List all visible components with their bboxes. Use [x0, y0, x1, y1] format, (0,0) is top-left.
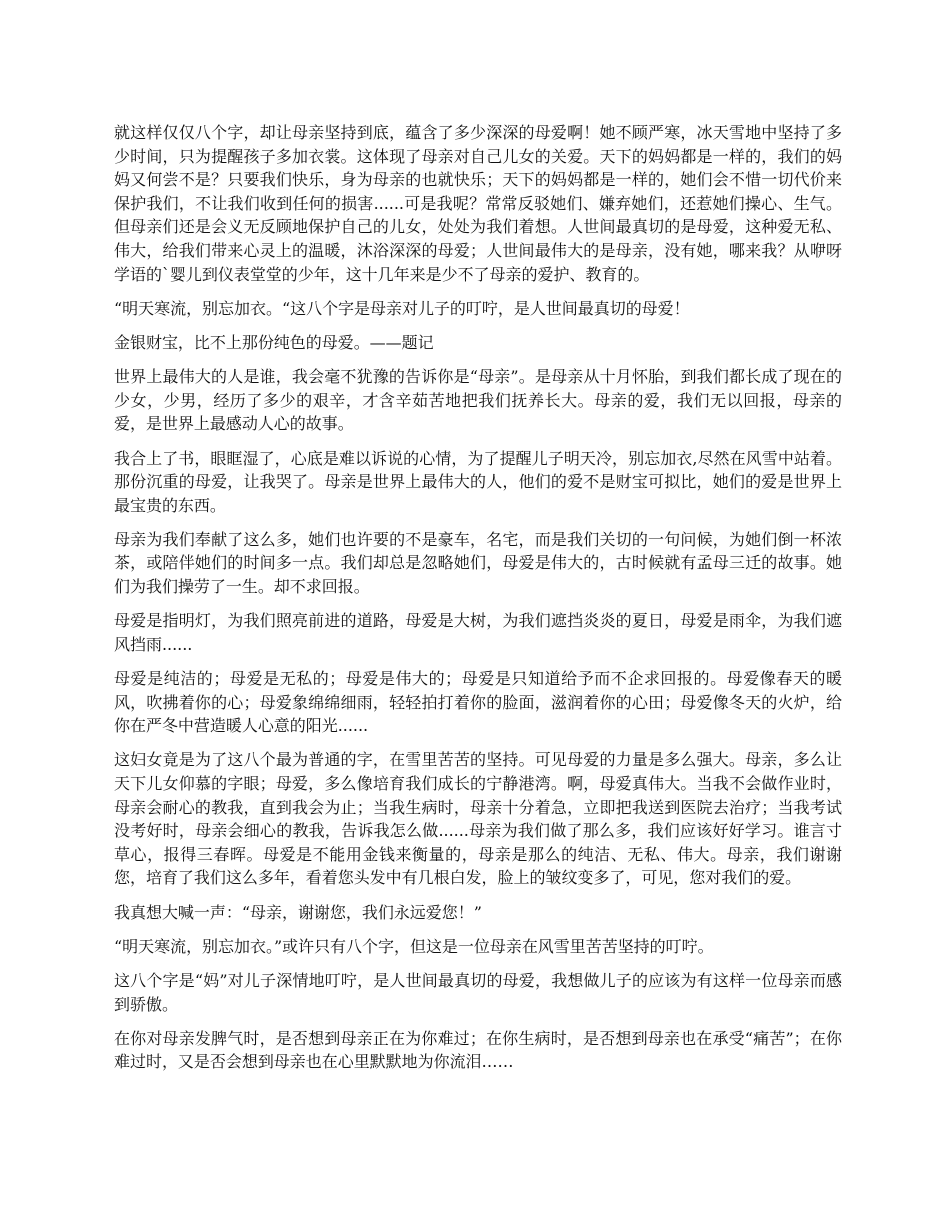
- paragraph: 就这样仅仅八个字，却让母亲坚持到底，蕴含了多少深深的母爱啊！她不顾严寒，冰天雪地中坚持了多少时间，只为提醒孩子多加衣裳。这体现了母亲对自己儿女的关爱。天下的妈妈都是一样的，我们的妈妈又何尝不是？只要我们快乐，身为母亲的也就快乐；天下的妈妈都是一样的，她们会不惜一切代价来保护我们，不让我们收到任何的损害......可是我呢？常常反驳她们、嫌弃她们，还惹她们操心、生气。但母亲们还是会义无反顾地保护自己的儿女，处处为我们着想。人世间最真切的是母爱，这种爱无私、伟大，给我们带来心灵上的温暖，沐浴深深的母爱；人世间最伟大的是母亲，没有她，哪来我？从咿呀学语的`婴儿到仪表堂堂的少年，这十几年来是少不了母亲的爱护、教育的。: [114, 123, 842, 284]
- paragraph: 母亲为我们奉献了这么多，她们也许要的不是豪车，名宅，而是我们关切的一句问候，为她们倒一杯浓茶，或陪伴她们的时间多一点。我们却总是忽略她们，母爱是伟大的，古时候就有孟母三迁的故事。她们为我们操劳了一生。却不求回报。: [114, 529, 842, 597]
- paragraph: “明天寒流，别忘加衣。“这八个字是母亲对儿子的叮咛，是人世间最真切的母爱！: [114, 298, 690, 318]
- paragraph: 母爱是指明灯，为我们照亮前进的道路，母爱是大树，为我们遮挡炎炎的夏日，母爱是雨伞，为我们遮风挡雨......: [114, 611, 842, 654]
- paragraph: 我真想大喊一声：“母亲，谢谢您，我们永远爱您！”: [114, 902, 482, 922]
- document-body: [114, 121, 842, 1085]
- paragraph: 这八个字是“妈”对儿子深情地叮咛，是人世间最真切的母爱，我想做儿子的应该为有这样一位母亲而感到骄傲。: [114, 970, 842, 1014]
- paragraph: 世界上最伟大的人是谁，我会毫不犹豫的告诉你是“母亲”。是母亲从十月怀胎，到我们都长成了现在的少女，少男，经历了多少的艰辛，才含辛茹苦地把我们抚养长大。母亲的爱，我们无以回报，母亲的爱，是世界上最感动人心的故事。: [114, 367, 842, 434]
- paragraph: “明天寒流，别忘加衣。”或许只有八个字，但这是一位母亲在风雪里苦苦坚持的叮咛。: [114, 936, 714, 956]
- paragraph: 我合上了书，眼眶湿了，心底是难以诉说的心情，为了提醒儿子明天冷，别忘加衣,尽然在风雪中站着。那份沉重的母爱，让我哭了。母亲是世界上最伟大的人，他们的爱不是财宝可拟比，她们的爱是世界上最宝贵的东西。: [114, 448, 842, 515]
- paragraph: 这妇女竟是为了这八个最为普通的字，在雪里苦苦的坚持。可见母爱的力量是多么强大。母亲，多么让天下儿女仰慕的字眼；母爱，多么像培育我们成长的宁静港湾。啊，母爱真伟大。当我不会做作业时，母亲会耐心的教我，直到我会为止；当我生病时，母亲十分着急，立即把我送到医院去治疗；当我考试没考好时，母亲会细心的教我，告诉我怎么做......母亲为我们做了那么多，我们应该好好学习。谁言寸草心，报得三春晖。母爱是不能用金钱来衡量的，母亲是那么的纯洁、无私、伟大。母亲，我们谢谢您，培育了我们这么多年，看着您头发中有几根白发，脸上的皱纹变多了，可见，您对我们的爱。: [114, 750, 842, 888]
- paragraph: 金银财宝，比不上那份纯色的母爱。——题记: [114, 332, 434, 352]
- paragraph: 在你对母亲发脾气时，是否想到母亲正在为你难过；在你生病时，是否想到母亲也在承受“痛苦”；在你难过时，又是否会想到母亲也在心里默默地为你流泪……: [114, 1028, 842, 1072]
- paragraph: 母爱是纯洁的；母爱是无私的；母爱是伟大的；母爱是只知道给予而不企求回报的。母爱像春天的暖风，吹拂着你的心；母爱象绵绵细雨，轻轻拍打着你的脸面，滋润着你的心田；母爱像冬天的火炉，给你在严冬中营造暖人心意的阳光......: [114, 669, 842, 736]
